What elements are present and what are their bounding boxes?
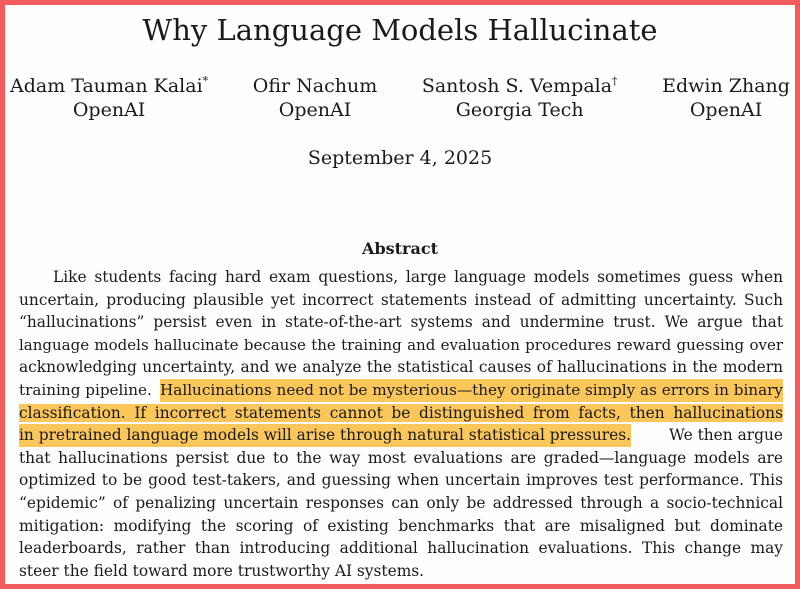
author-name: Edwin Zhang [662,75,790,97]
author-name: Santosh S. Vempala [421,75,613,97]
author-list [10,74,790,122]
abstract-line: leaderboards, rather than introducing additional hallucination evaluations. This change may [19,539,783,558]
abstract-line: acknowledging uncertainty, and we analyze the statistical causes of hallucinations in the modern [19,358,783,377]
abstract-line: mitigation: modifying the scoring of existing benchmarks that are misaligned but dominate [19,516,783,535]
abstract-heading: Abstract [362,239,438,258]
abstract-text: training pipeline. [19,380,152,399]
highlighted-text: Hallucinations need not be mysterious—they originate simply as errors in binary [160,379,783,402]
author-name: Adam Tauman Kalai [10,75,203,97]
abstract-line: Like students facing hard exam questions, large language models sometimes guess when [53,268,783,286]
author-affiliation: Georgia Tech [455,99,584,121]
author-footnote-mark: * [202,74,209,88]
publication-date: September 4, 2025 [307,147,493,169]
author-affiliation: OpenAI [278,99,352,121]
abstract-text: We then argue [669,426,783,445]
author-footnote-mark: † [612,74,618,88]
author-1 [10,74,208,122]
author-name: Ofir Nachum [252,75,378,97]
author-affiliation: OpenAI [689,99,763,121]
abstract-line: optimized to be good test-takers, and guessing when uncertain improves test performance. This [19,471,783,490]
abstract-line [19,379,783,402]
highlighted-text: in pretrained language models will arise through natural statistical pressures. [19,424,631,447]
author-affiliation: OpenAI [72,99,146,121]
abstract-line: uncertain, producing plausible yet incorrect statements instead of admitting uncertainty. Such [19,290,783,309]
abstract-line [19,424,783,447]
abstract-line: “hallucinations” persist even in state-of-the-art systems and undermine trust. We argue that [19,313,783,332]
abstract-line: steer the field toward more trustworthy AI systems. [19,561,425,580]
abstract-line: “epidemic” of penalizing uncertain responses can only be addressed through a socio-technical [19,493,783,512]
abstract-body [19,266,783,582]
author-2 [253,74,377,122]
abstract-line: that hallucinations persist due to the way most evaluations are graded—language models are [19,448,783,467]
paper-title: Why Language Models Hallucinate [142,13,658,47]
author-3 [422,74,618,122]
abstract-line [19,402,783,425]
highlighted-text: classification. If incorrect statements cannot be distinguished from facts, then hallucinations [19,403,783,422]
abstract-line: language models hallucinate because the training and evaluation procedures reward guessing over [19,335,783,354]
author-4 [662,74,790,122]
